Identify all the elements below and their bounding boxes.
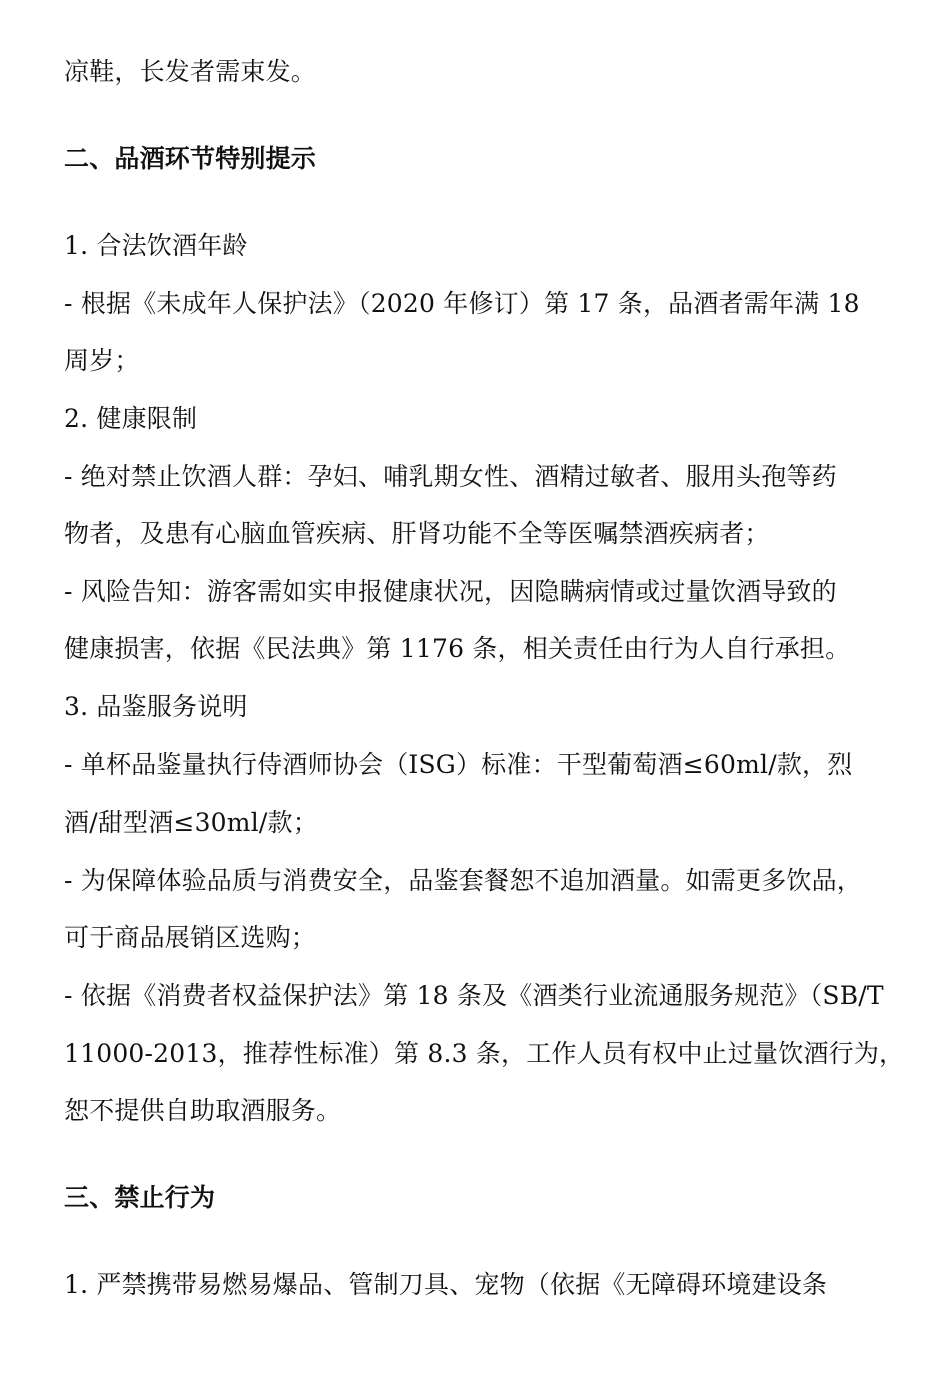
item-title-legal-age: 1. 合法饮酒年龄	[64, 231, 248, 260]
paragraph-line: 健康损害，依据《民法典》第 1176 条，相关责任由行为人自行承担。	[64, 634, 851, 663]
paragraph-line: - 风险告知：游客需如实申报健康状况，因隐瞒病情或过量饮酒导致的	[64, 577, 837, 606]
paragraph-line: - 为保障体验品质与消费安全，品鉴套餐恕不追加酒量。如需更多饮品，	[64, 866, 862, 895]
paragraph-line: - 绝对禁止饮酒人群：孕妇、哺乳期女性、酒精过敏者、服用头孢等药	[64, 462, 837, 491]
paragraph-line: 物者，及患有心脑血管疾病、肝肾功能不全等医嘱禁酒疾病者；	[64, 519, 770, 548]
section-heading-prohibited: 三、禁止行为	[64, 1183, 216, 1212]
paragraph-line: 1. 严禁携带易燃易爆品、管制刀具、宠物（依据《无障碍环境建设条	[64, 1270, 828, 1299]
paragraph-line: - 单杯品鉴量执行侍酒师协会（ISG）标准：干型葡萄酒≤60ml/款，烈	[64, 750, 853, 779]
paragraph-line: - 依据《消费者权益保护法》第 18 条及《酒类行业流通服务规范》（SB/T	[64, 981, 884, 1010]
continuation-text: 凉鞋，长发者需束发。	[64, 57, 317, 86]
paragraph-line: - 根据《未成年人保护法》（2020 年修订）第 17 条，品酒者需年满 18	[64, 289, 860, 318]
item-title-tasting-service: 3. 品鉴服务说明	[64, 692, 248, 721]
paragraph-line: 可于商品展销区选购；	[64, 923, 317, 952]
paragraph-line: 11000-2013，推荐性标准）第 8.3 条，工作人员有权中止过量饮酒行为，	[64, 1039, 905, 1068]
paragraph-line: 恕不提供自助取酒服务。	[64, 1096, 342, 1125]
item-title-health-limits: 2. 健康限制	[64, 404, 198, 433]
section-heading-wine-tasting: 二、品酒环节特别提示	[64, 144, 317, 173]
paragraph-line: 周岁；	[64, 346, 140, 375]
paragraph-line: 酒/甜型酒≤30ml/款；	[64, 808, 318, 837]
